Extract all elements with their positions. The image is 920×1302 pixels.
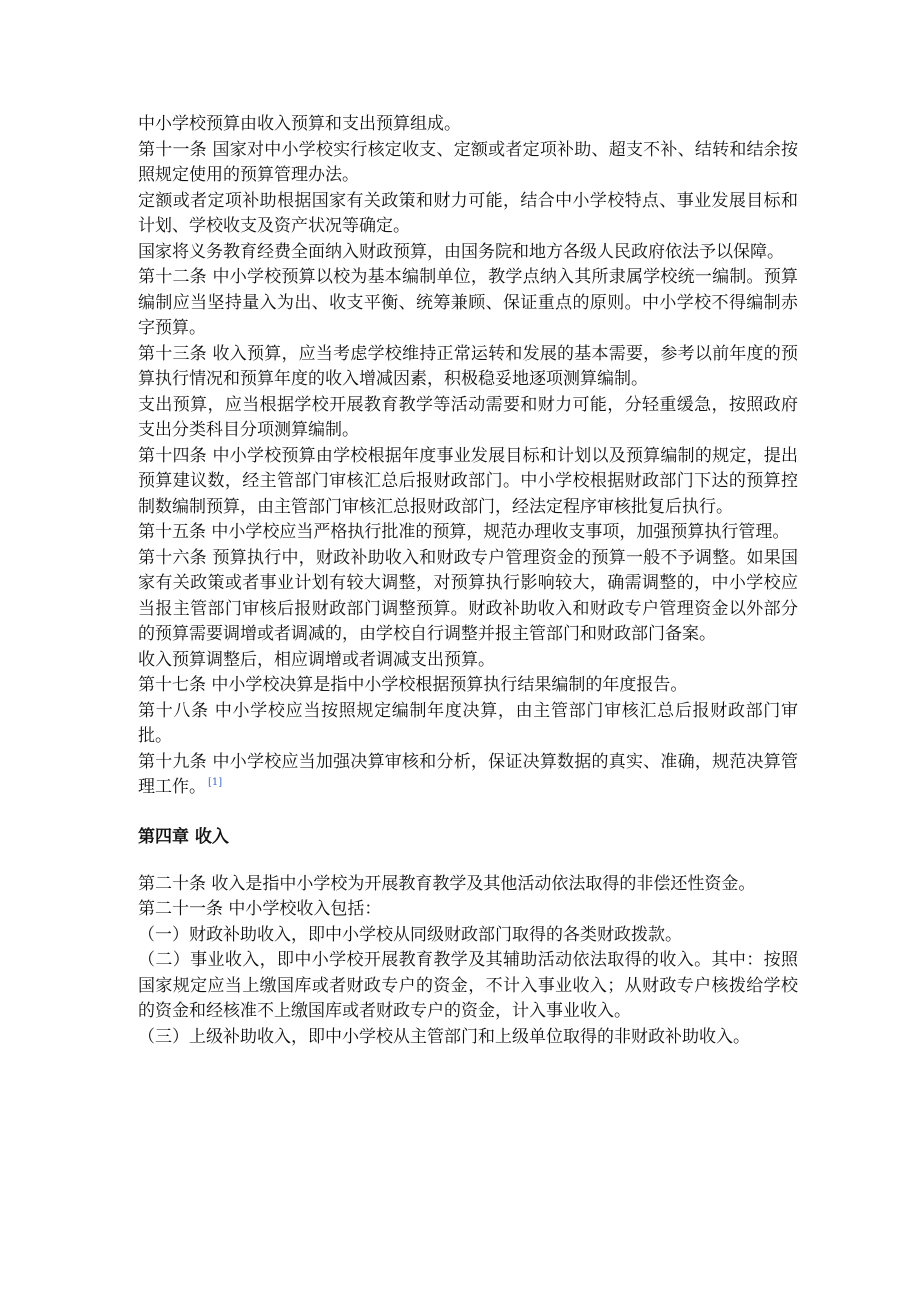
paragraph: 定额或者定项补助根据国家有关政策和财力可能，结合中小学校特点、事业发展目标和计划、学校收支及资产状况等确定。 bbox=[138, 190, 798, 236]
article-17: 第十七条 中小学校决算是指中小学校根据预算执行结果编制的年度报告。 bbox=[138, 675, 688, 695]
article-12: 第十二条 中小学校预算以校为基本编制单位，教学点纳入其所隶属学校统一编制。预算编制应当坚持量入为出、收支平衡、统筹兼顾、保证重点的原则。中小学校不得编制赤字预算。 bbox=[138, 267, 798, 338]
list-item: （三）上级补助收入，即中小学校从主管部门和上级单位取得的非财政补助收入。 bbox=[138, 1026, 750, 1047]
paragraph: 国家将义务教育经费全面纳入财政预算，由国务院和地方各级人民政府依法予以保障。 bbox=[138, 241, 784, 262]
article-21: 第二十一条 中小学校收入包括： bbox=[138, 899, 382, 919]
paragraph: 中小学校预算由收入预算和支出预算组成。 bbox=[138, 114, 461, 134]
paragraph: 收入预算调整后，相应调增或者调减支出预算。 bbox=[138, 649, 495, 670]
article-16: 第十六条 预算执行中，财政补助收入和财政专户管理资金的预算一般不予调整。如果国家有关政策或者事业计划有较大调整，对预算执行影响较大，确需调整的，中小学校应当报主管部门审核后报财政部门调整预算。财政补助收入和财政专户管理资金以外部分的预算需要调增或者调减的，由学校自行调整并报主管部门和财政部门备案。 bbox=[138, 547, 798, 644]
citation-link[interactable]: [1] bbox=[208, 777, 223, 789]
article-20: 第二十条 收入是指中小学校为开展教育教学及其他活动依法取得的非偿还性资金。 bbox=[138, 873, 756, 894]
article-19-text: 第十九条 中小学校应当加强决算审核和分析，保证决算数据的真实、准确，规范决算管理工作。 bbox=[138, 751, 798, 797]
article-15: 第十五条 中小学校应当严格执行批准的预算，规范办理收支事项，加强预算执行管理。 bbox=[138, 522, 790, 542]
document-page bbox=[138, 112, 798, 1050]
list-item: （二）事业收入，即中小学校开展教育教学及其辅助活动依法取得的收入。其中：按照国家规定应当上缴国库或者财政专户的资金，不计入事业收入；从财政专户核拨给学校的资金和经核准不上缴国库或者财政专户的资金，计入事业收入。 bbox=[138, 950, 798, 1021]
article-19 bbox=[138, 750, 798, 801]
chapter-heading: 第四章 收入 bbox=[138, 826, 229, 847]
article-14: 第十四条 中小学校预算由学校根据年度事业发展目标和计划以及预算编制的规定，提出预算建议数，经主管部门审核汇总后报财政部门。中小学校根据财政部门下达的预算控制数编制预算，由主管部门审核汇总报财政部门，经法定程序审核批复后执行。 bbox=[138, 445, 798, 517]
paragraph: 支出预算，应当根据学校开展教育教学等活动需要和财力可能，分轻重缓急，按照政府支出分类科目分项测算编制。 bbox=[138, 394, 798, 440]
article-11: 第十一条 国家对中小学校实行核定收支、定额或者定项补助、超支不补、结转和结余按照规定使用的预算管理办法。 bbox=[138, 139, 798, 185]
list-item: （一）财政补助收入，即中小学校从同级财政部门取得的各类财政拨款。 bbox=[138, 924, 682, 945]
article-13: 第十三条 收入预算，应当考虑学校维持正常运转和发展的基本需要，参考以前年度的预算执行情况和预算年度的收入增减因素，积极稳妥地逐项测算编制。 bbox=[138, 343, 798, 389]
article-18: 第十八条 中小学校应当按照规定编制年度决算，由主管部门审核汇总后报财政部门审批。 bbox=[138, 700, 798, 746]
